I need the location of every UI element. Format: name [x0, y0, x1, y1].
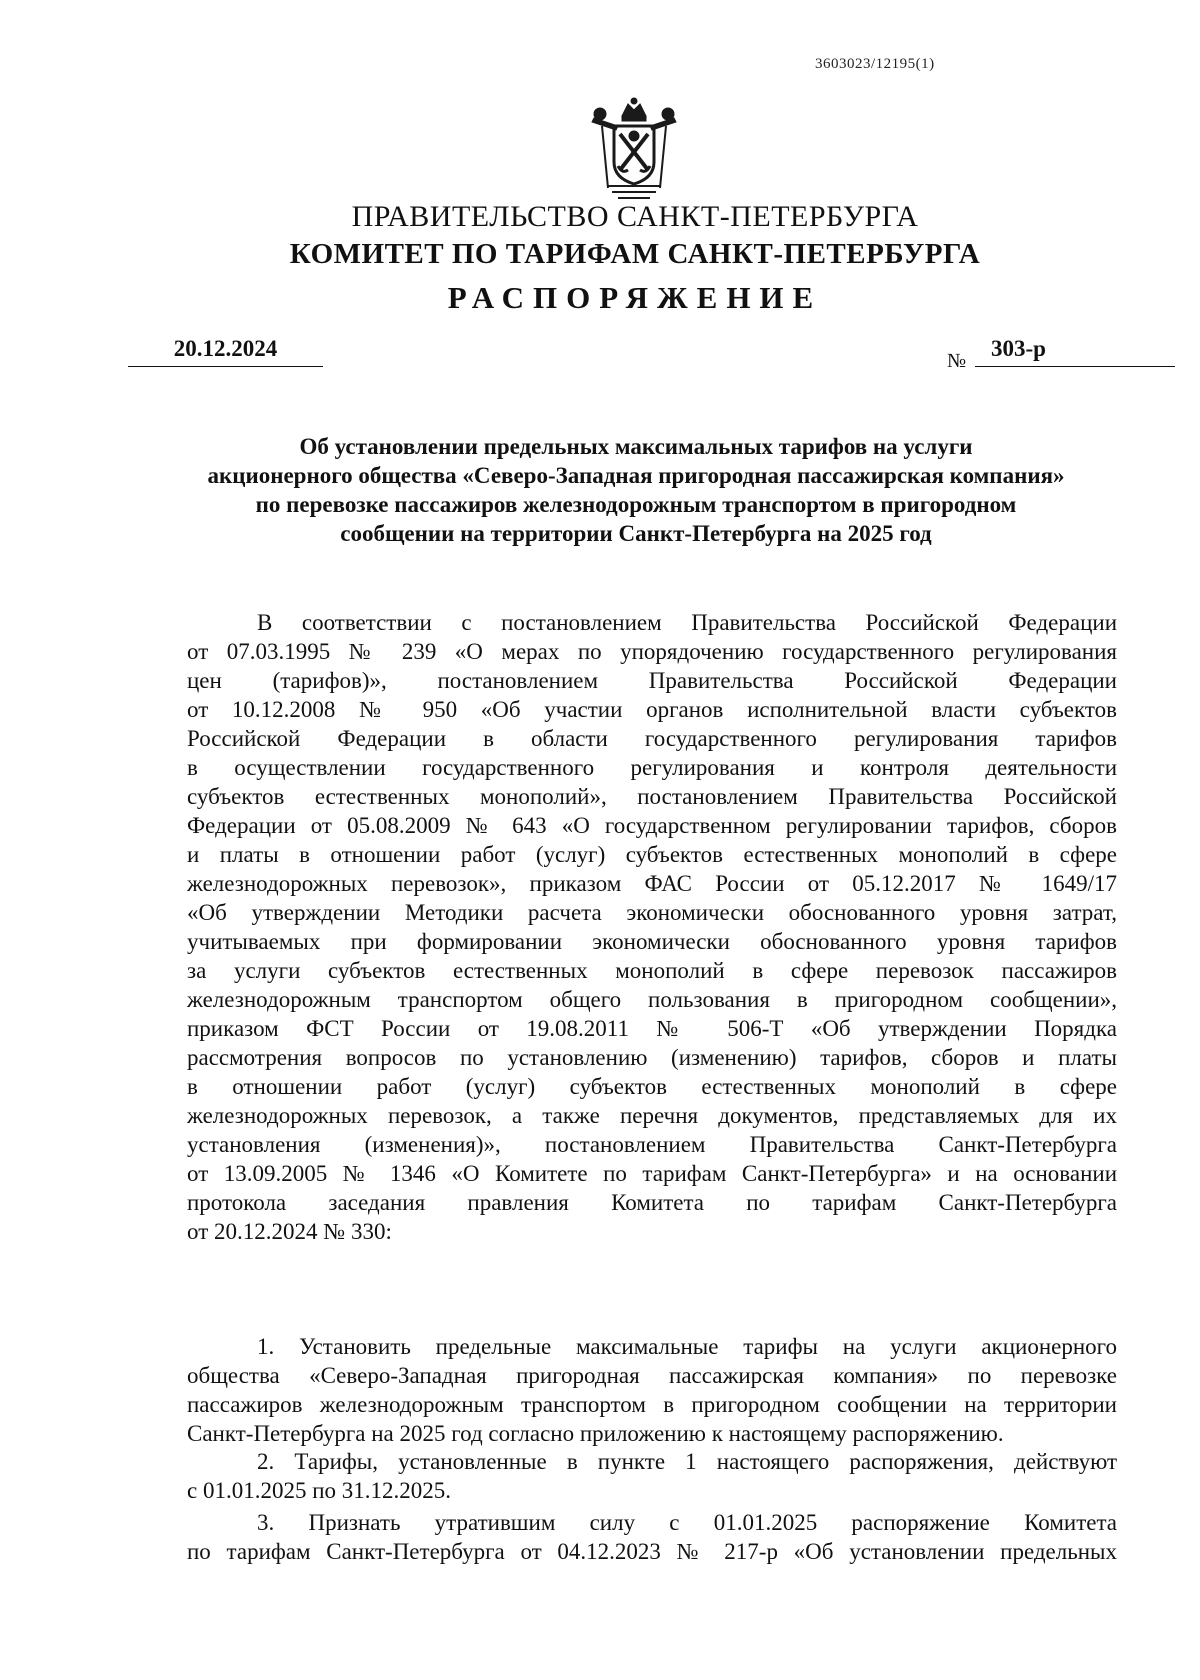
text-line: В соответствии с постановлением Правительства Российской Федерации: [257, 610, 1117, 635]
text-line: протокола заседания правления Комитета по тарифам Санкт-Петербурга: [187, 1190, 1117, 1215]
government-heading: ПРАВИТЕЛЬСТВО САНКТ-ПЕТЕРБУРГА: [351, 200, 919, 233]
text-line: рассмотрения вопросов по установлению (изменению) тарифов, сборов и платы: [187, 1045, 1117, 1070]
text-line: Санкт-Петербурга на 2025 год согласно приложению к настоящему распоряжению.: [187, 1421, 1004, 1446]
text-line: Федерации от 05.08.2009 № 643 «О государственном регулировании тарифов, сборов: [187, 813, 1117, 838]
text-line: от 13.09.2005 № 1346 «О Комитете по тарифам Санкт-Петербурга» и на основании: [187, 1161, 1117, 1186]
clause-1: [187, 1332, 1117, 1448]
text-line: от 10.12.2008 № 950 «Об участии органов исполнительной власти субъектов: [187, 697, 1117, 722]
text-line: приказом ФСТ России от 19.08.2011 № 506-Т «Об утверждении Порядка: [187, 1016, 1117, 1041]
text-line: железнодорожным транспортом общего пользования в пригородном сообщении»,: [187, 987, 1117, 1012]
text-line: Российской Федерации в области государственного регулирования тарифов: [187, 726, 1117, 751]
text-line: установления (изменения)», постановлением Правительства Санкт-Петербурга: [187, 1132, 1117, 1157]
text-line: железнодорожных перевозок», приказом ФАС России от 05.12.2017 № 1649/17: [187, 871, 1117, 896]
text-line: пассажиров железнодорожным транспортом в пригородном сообщении на территории: [187, 1392, 1117, 1417]
text-line: учитываемых при формировании экономически обоснованного уровня тарифов: [187, 929, 1117, 954]
text-line: цен (тарифов)», постановлением Правительства Российской Федерации: [187, 668, 1117, 693]
text-line: от 20.12.2024 № 330:: [187, 1219, 392, 1244]
document-number-label: №: [947, 350, 967, 372]
text-line: железнодорожных перевозок, а также перечня документов, представляемых для их: [187, 1103, 1117, 1128]
title-line: Об установлении предельных максимальных тарифов на услуги: [299, 434, 973, 459]
text-line: и платы в отношении работ (услуг) субъектов естественных монополий в сфере: [187, 842, 1117, 867]
clause-3: [187, 1508, 1117, 1566]
text-line: от 07.03.1995 № 239 «О мерах по упорядочению государственного регулирования: [187, 639, 1117, 664]
text-line: по тарифам Санкт-Петербурга от 04.12.2023 № 217-р «Об установлении предельных: [187, 1539, 1117, 1564]
text-line: с 01.01.2025 по 31.12.2025.: [187, 1478, 452, 1503]
document-date: 20.12.2024: [128, 336, 323, 367]
text-line: «Об утверждении Методики расчета экономически обоснованного уровня затрат,: [187, 900, 1117, 925]
document-title: [186, 432, 1086, 548]
title-line: сообщении на территории Санкт-Петербурга на 2025 год: [340, 521, 932, 546]
text-line: 1. Установить предельные максимальные тарифы на услуги акционерного: [257, 1334, 1117, 1359]
document-number: 303-р: [975, 336, 1175, 367]
committee-heading: КОМИТЕТ ПО ТАРИФАМ САНКТ-ПЕТЕРБУРГА: [289, 238, 981, 270]
text-line: в осуществлении государственного регулирования и контроля деятельности: [187, 755, 1117, 780]
document-type-heading: РАСПОРЯЖЕНИЕ: [447, 280, 823, 315]
title-line: акционерного общества «Северо-Западная пригородная пассажирская компания»: [207, 463, 1065, 488]
text-line: за услуги субъектов естественных монополий в сфере перевозок пассажиров: [187, 958, 1117, 983]
clause-2: [187, 1447, 1117, 1505]
text-line: субъектов естественных монополий», постановлением Правительства Российской: [187, 784, 1117, 809]
text-line: общества «Северо-Западная пригородная пассажирская компания» по перевозке: [187, 1363, 1117, 1388]
document-registration-id: 3603023/12195(1): [815, 56, 935, 72]
text-line: в отношении работ (услуг) субъектов естественных монополий в сфере: [187, 1074, 1117, 1099]
text-line: 3. Признать утратившим силу с 01.01.2025 распоряжение Комитета: [257, 1510, 1117, 1535]
saint-petersburg-coat-of-arms-icon: [588, 96, 680, 206]
title-line: по перевозке пассажиров железнодорожным транспортом в пригородном: [255, 492, 1017, 517]
preamble-paragraph: [187, 608, 1117, 1246]
text-line: 2. Тарифы, установленные в пункте 1 настоящего распоряжения, действуют: [257, 1449, 1117, 1474]
